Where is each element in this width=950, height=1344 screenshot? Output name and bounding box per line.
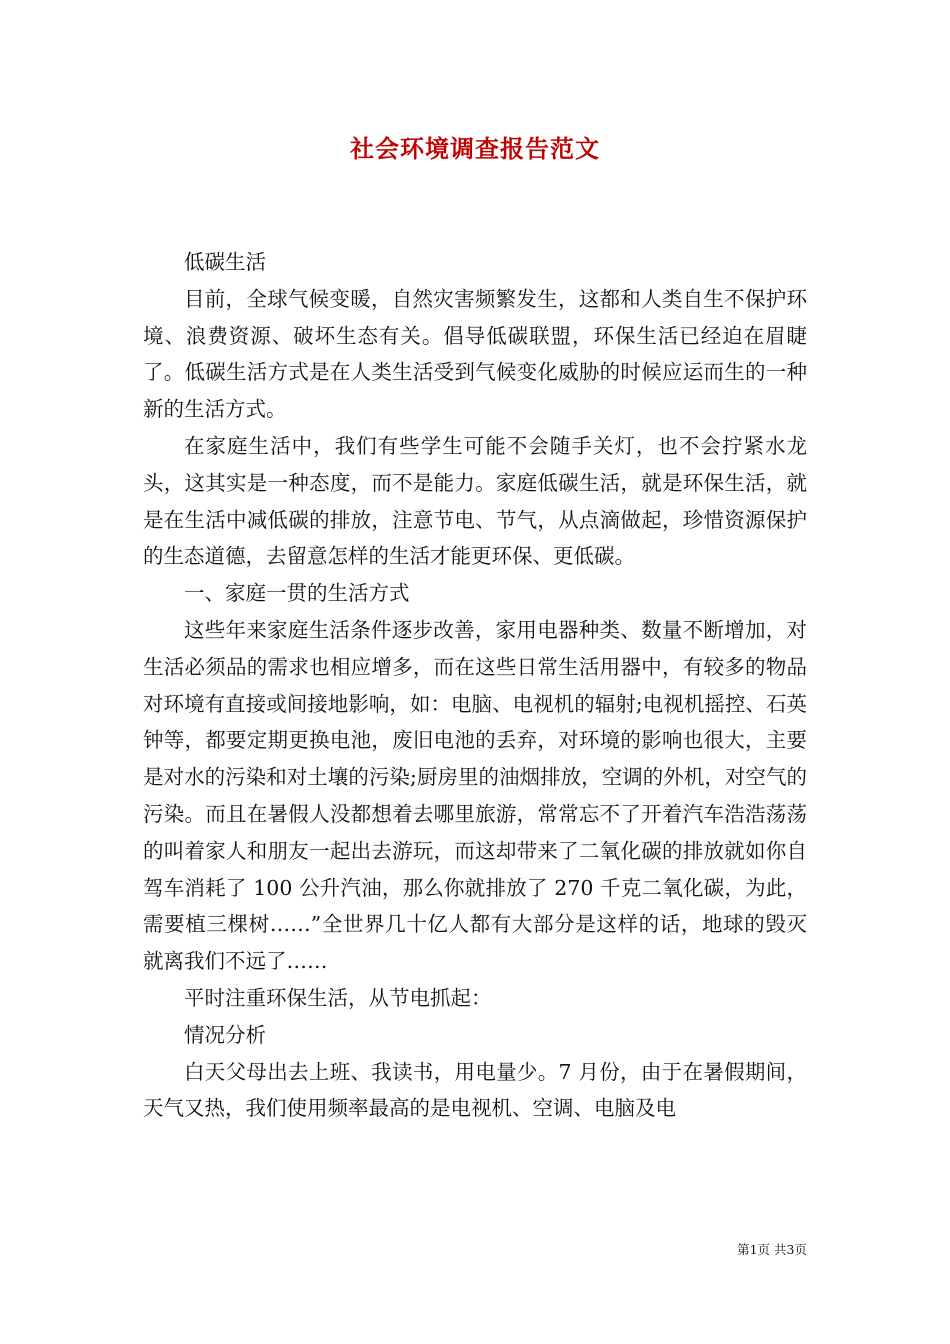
footer-current-page: 1 [749, 1242, 758, 1257]
paragraph-save-electricity: 平时注重环保生活，从节电抓起： [184, 985, 492, 1010]
paragraph-analysis: 白天父母出去上班、我读书，用电量少。7 月份，由于在暑假期间，天气又热，我们使用频率最高的是电视机、空调、电脑及电 [143, 1059, 807, 1121]
footer-total-pages: 3 [786, 1242, 795, 1257]
paragraph-heading-low-carbon: 低碳生活 [184, 250, 266, 274]
footer-middle: 页 共 [757, 1242, 787, 1257]
paragraph-family-life: 在家庭生活中，我们有些学生可能不会随手关灯，也不会拧紧水龙头，这其实是一种态度，而不是能力。家庭低碳生活，就是环保生活，就是在生活中减低碳的排放，注意节电、节气，从点滴做起，珍惜资源保护的生态道德，去留意怎样的生活才能更环保、更低碳。 [143, 433, 807, 569]
paragraph-appliances: 这些年来家庭生活条件逐步改善，家用电器种类、数量不断增加，对生活必须品的需求也相应增多，而在这些日常生活用器中，有较多的物品对环境有直接或间接地影响，如：电脑、电视机的辐射;电视机摇控、石英钟等，都要定期更换电池，废旧电池的丢弃，对环境的影响也很大，主要是对水的污染和对土壤的污染;厨房里的油烟排放，空调的外机，对空气的污染。而且在暑假人没都想着去哪里旅游，常常忘不了开着汽车浩浩荡荡的叫着家人和朋友一起出去游玩，而这却带来了二氧化碳的排放就如你自驾车消耗了 100 公升汽油，那么你就排放了 270 千克二氧化碳，为此，需要植三棵树……”全世界几十亿人都有大部分是这样的话，地球的毁灭就离我们不远了…… [143, 617, 807, 974]
document-body [143, 244, 807, 1127]
footer-prefix: 第 [737, 1242, 750, 1257]
page-number-footer [737, 1241, 807, 1259]
section-heading-lifestyle: 一、家庭一贯的生活方式 [184, 581, 410, 606]
footer-suffix: 页 [794, 1242, 807, 1257]
section-heading-analysis: 情况分析 [184, 1022, 266, 1047]
document-title: 社会环境调查报告范文 [350, 134, 600, 163]
paragraph-intro: 目前，全球气候变暖，自然灾害频繁发生，这都和人类自生不保护环境、浪费资源、破坏生态有关。倡导低碳联盟，环保生活已经迫在眉睫了。低碳生活方式是在人类生活受到气候变化威胁的时候应运而生的一种新的生活方式。 [143, 286, 807, 422]
